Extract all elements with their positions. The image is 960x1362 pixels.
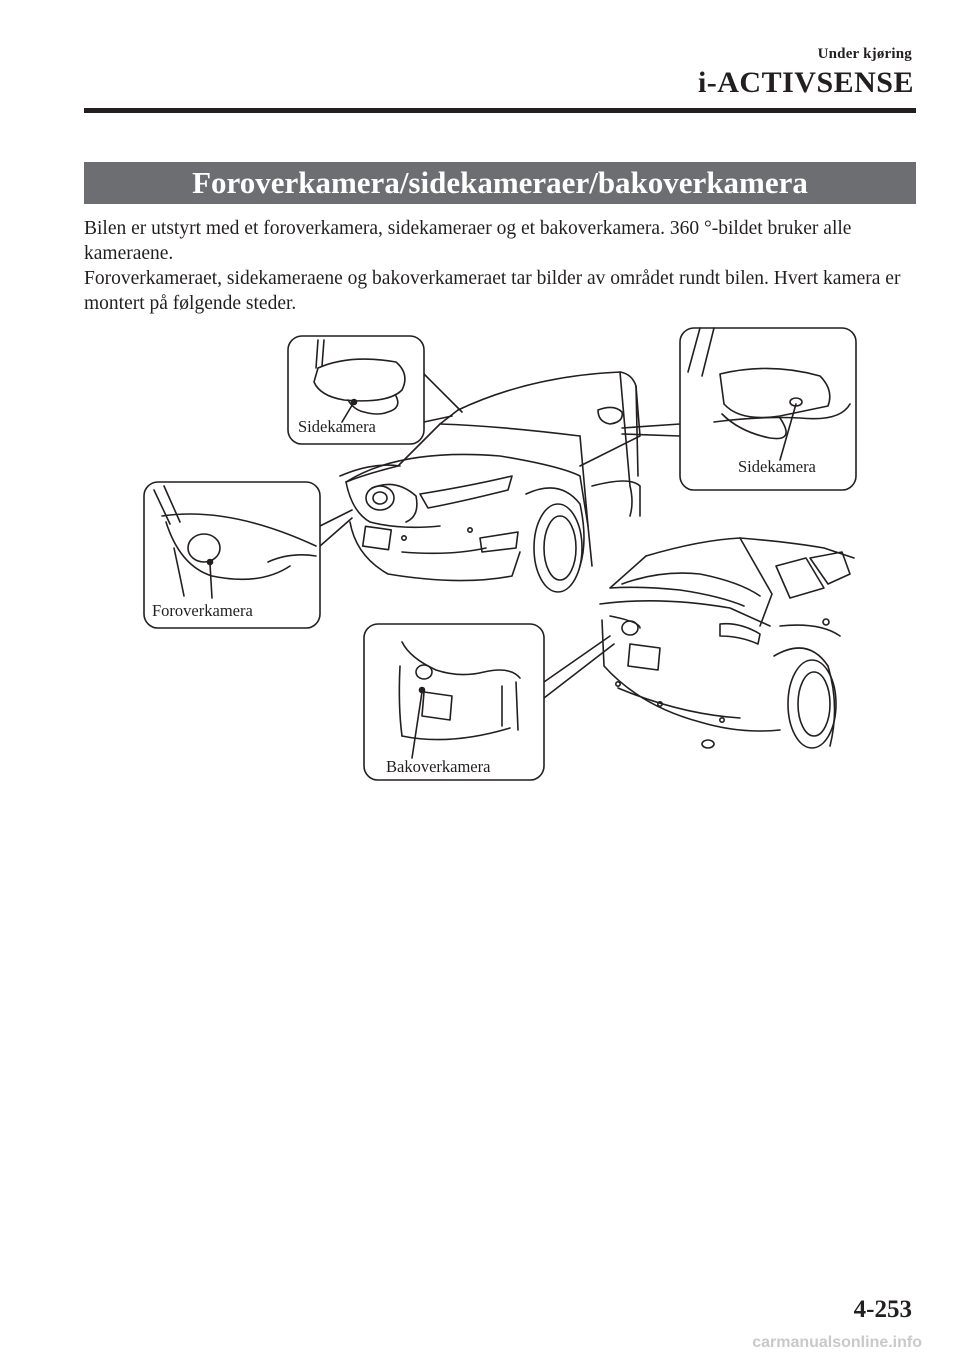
rear-car-illustration [600,538,854,748]
label-rear-camera: Bakoverkamera [386,757,491,776]
paragraph-1: Bilen er utstyrt med et foroverkamera, sidekameraer og et bakoverkamera. 360 °-bildet bruker alle kameraene. [84,218,852,264]
label-side-camera-right: Sidekamera [738,457,816,476]
header-section: Under kjøring [817,46,912,62]
section-title: Foroverkamera/sidekameraer/bakoverkamera [84,162,916,204]
header-rule [84,108,916,113]
camera-location-figure [140,326,860,788]
label-front-camera: Foroverkamera [152,601,253,620]
label-side-camera-left: Sidekamera [298,417,376,436]
site-watermark: carmanualsonline.info [752,1334,922,1351]
body-text [84,216,924,316]
header-chapter: i-ACTIVSENSE [697,66,914,99]
paragraph-2: Foroverkameraet, sidekameraene og bakoverkameraet tar bilder av området rundt bilen. Hvert kamera er montert på følgende steder. [84,268,901,314]
page-number: 4-253 [853,1296,912,1323]
